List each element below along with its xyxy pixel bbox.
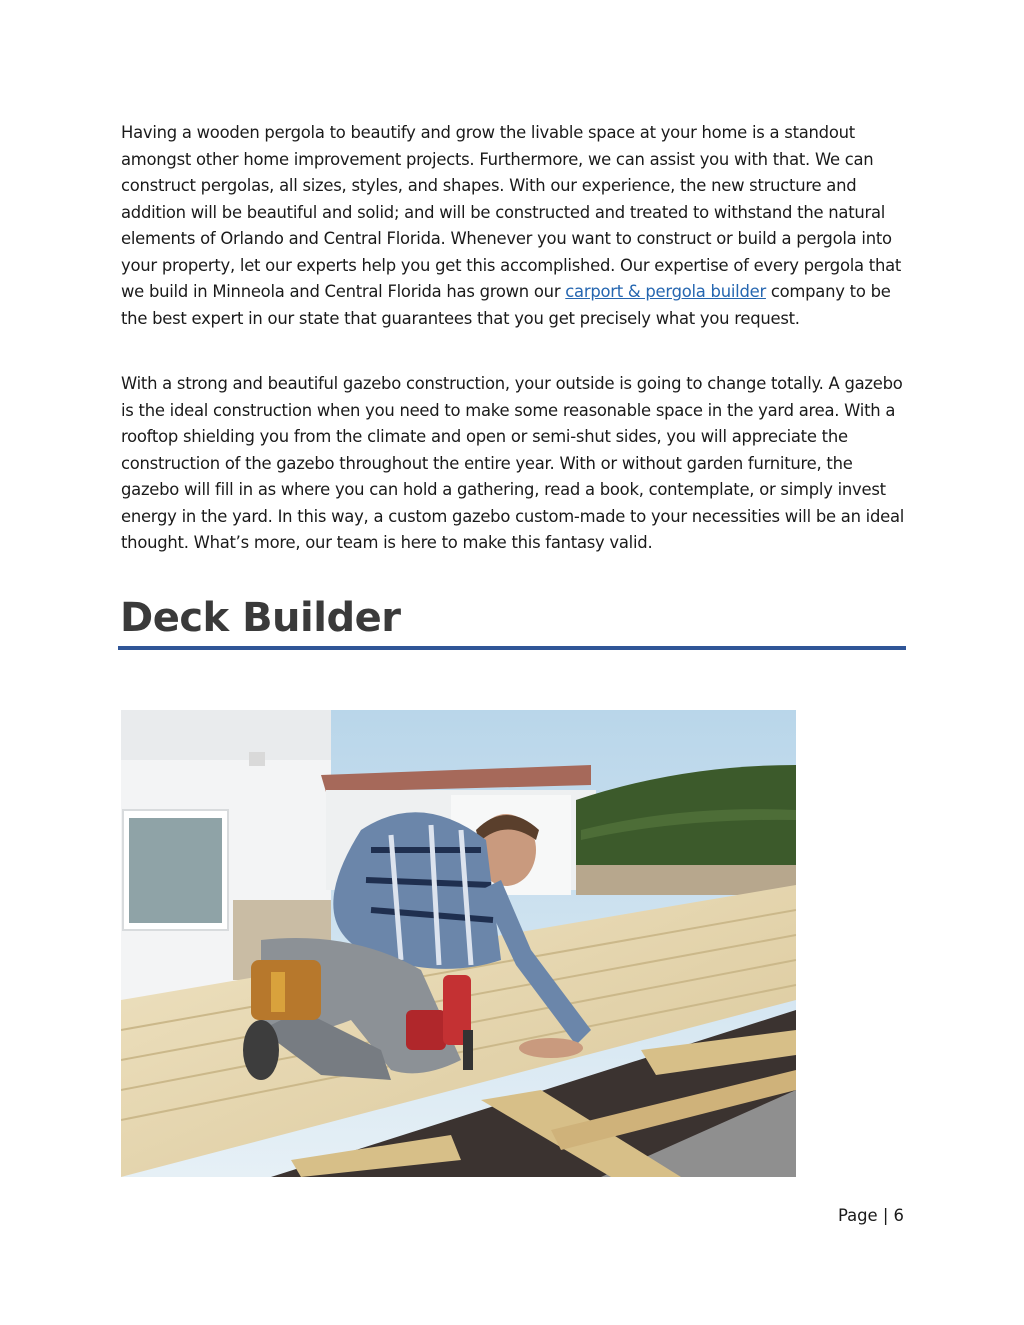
- section-heading: Deck Builder: [120, 595, 401, 641]
- intro-paragraph: [121, 120, 911, 332]
- intro-text-before-link: Having a wooden pergola to beautify and grow the livable space at your home is a standout amongst other home improvement projects. Furthermore, we can assist you with that. We can construct pergolas, all sizes, styles, and shapes. With our experience, the new structure and addition will be beautiful and solid; and will be constructed and treated to withstand the natural elements of Orlando and Central Florida. Whenever you want to construct or build a pergola into your property, let our experts help you get this accomplished. Our expertise of every pergola that we build in Minneola and Central Florida has grown our: [121, 123, 902, 301]
- gazebo-paragraph: With a strong and beautiful gazebo construction, your outside is going to change totally. A gazebo is the ideal construction when you need to make some reasonable space in the yard area. With a rooftop shielding you from the climate and open or semi-shut sides, you will appreciate the construction of the gazebo throughout the entire year. With or without garden furniture, the gazebo will fill in as where you can hold a gathering, read a book, contemplate, or simply invest energy in the yard. In this way, a custom gazebo custom-made to your necessities will be an ideal thought. What’s more, our team is here to make this fantasy valid.: [121, 374, 905, 552]
- deck-builder-photo: [121, 710, 796, 1177]
- carport-pergola-builder-link[interactable]: carport & pergola builder: [565, 282, 766, 301]
- page-number: Page | 6: [837, 1206, 904, 1225]
- heading-underline: [118, 646, 906, 650]
- intro-text-after-link: company to be the best expert in our state that guarantees that you get precisely what you request.: [121, 282, 891, 328]
